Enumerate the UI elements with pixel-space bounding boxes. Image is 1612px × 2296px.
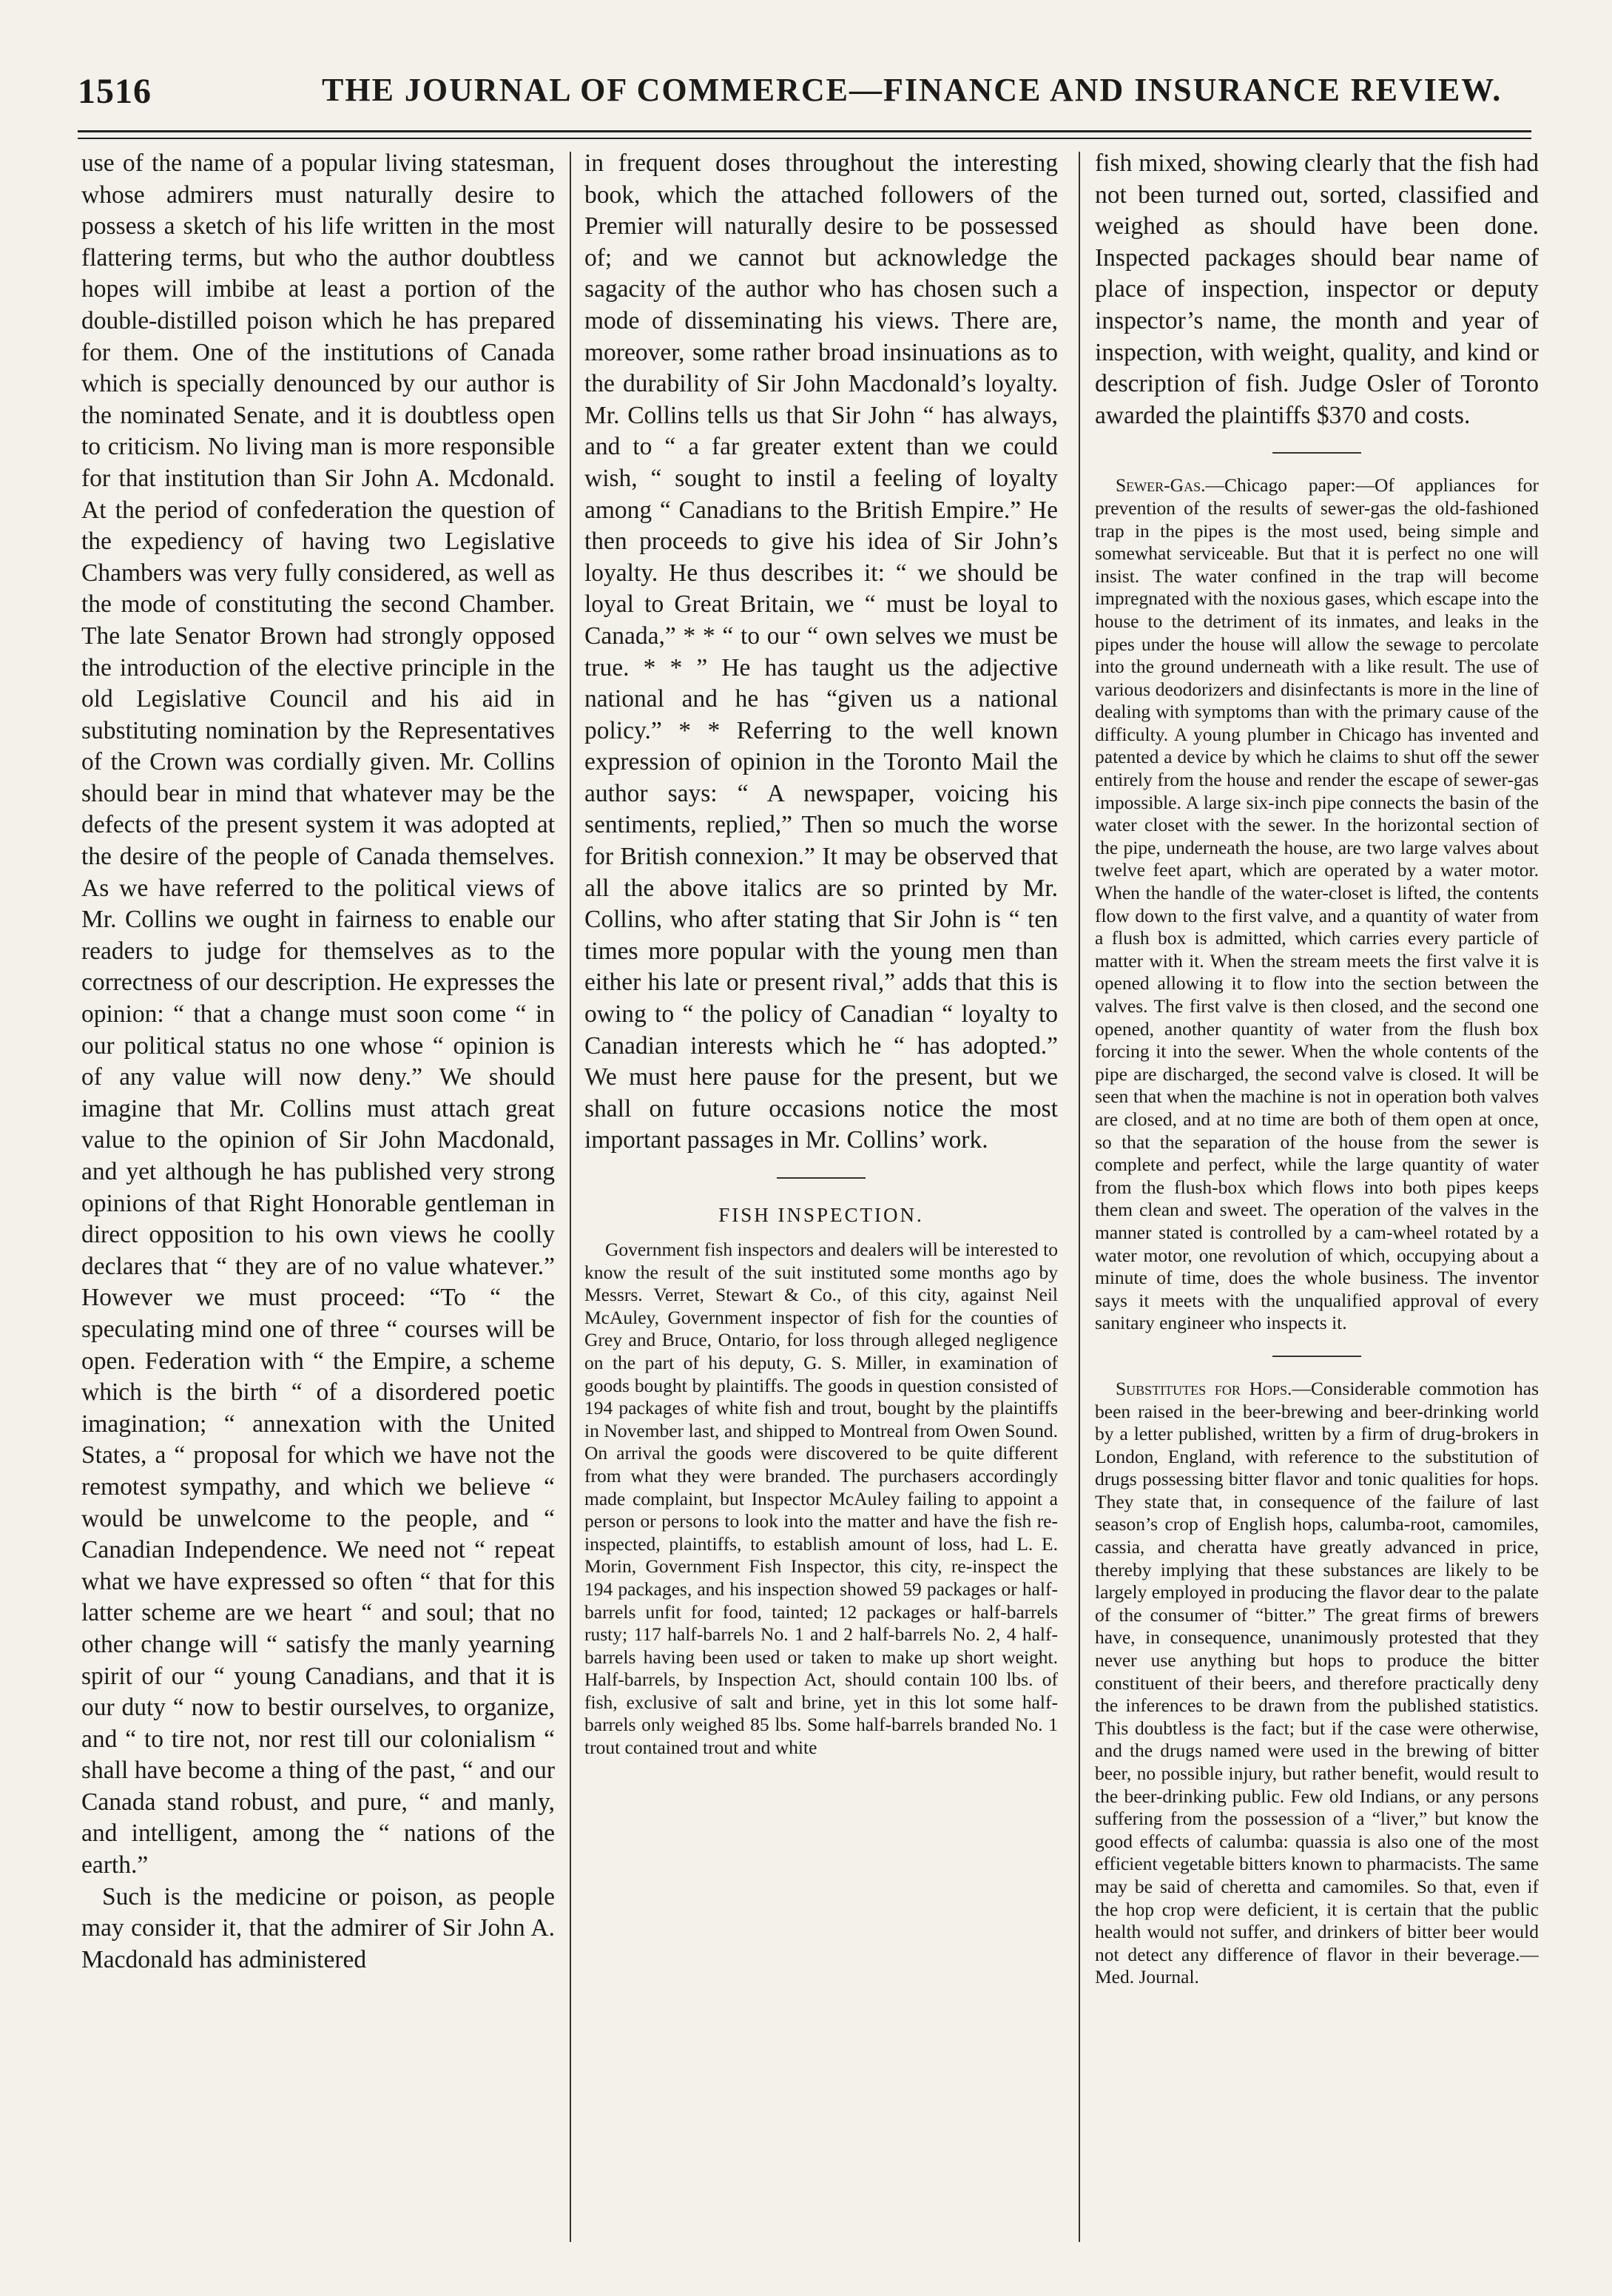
running-head: THE JOURNAL OF COMMERCE—FINANCE AND INSURANCE REVIEW. [322,72,1503,108]
column-left [81,148,555,2249]
column-divider [570,152,571,2242]
page-number: 1516 [78,72,152,111]
page-header [78,71,1531,130]
hops-text: —Considerable commotion has been raised in the beer-brewing and beer-drinking world by a letter published, written by a firm of drug-brokers in London, England, with reference to the substitution of drugs possessing bitter flavor and tonic qualities for hops. They state that, in consequence of the failure of last season’s crop of English hops, calumba-root, camomiles, cassia, and cheratta have greatly advanced in price, thereby implying that these substances are likely to be largely employed in producing the flavor dear to the palate of the consumer of “bitter.” The great firms of brewers have, in consequence, unanimously protested that they never use anything but hops to produce the bitter constituent of their beers, and therefore practically deny the inferences to be drawn from the published statistics. This doubtless is the fact; but if the case were otherwise, and the drugs named were used in the brewing of bitter beer, no possible injury, but rather benefit, would result to the beer-drinking public. Few old Indians, or any persons suffering from the possession of a “liver,” but know the good effects of calumba: quassia is also one of the most efficient vegetable bitters known to pharmacists. The same may be said of cheretta and camomiles. So that, even if the hop crop were deficient, it is certain that the public health would not suffer, and drinkers of bitter beer would not detect any difference of flavor in their beverage.—Med. Journal. [1095,1377,1539,1988]
section-divider [1272,452,1361,454]
hops-article [1095,1378,1539,1989]
article-paragraph: in frequent doses throughout the interesting book, which the attached followers of the Premier will naturally desire to be possessed of; and we cannot but acknowledge the sagacity of the author who has chosen such a mode of disseminating his views. There are, moreover, some rather broad insinuations as to the durability of Sir John Macdonald’s loyalty. Mr. Collins tells us that Sir John “ has always, and to “ a far greater extent than we could wish, “ sought to instil a feeling of loyalty among “ Canadians to the British Empire.” He then proceeds to give his idea of Sir John’s loyalty. He thus describes it: “ we should be loyal to Great Britain, we “ must be loyal to Canada,” * * “ to our “ own selves we must be true. * * ” He has taught us the adjective national and he has “given us a national policy.” * * Referring to the well known expression of opinion in the Toronto Mail the author says: “ A newspaper, voicing his sentiments, replied,” Then so much the worse for British connexion.” It may be observed that all the above italics are so printed by Mr. Collins, who after stating that Sir John is “ ten times more popular with the young men than either his late or present rival,” adds that this is owing to “ the policy of Canadian “ loyalty to Canadian interests which he “ has adopted.” We must here pause for the present, but we shall on future occasions notice the most important passages in Mr. Collins’ work. [584,149,1058,1154]
fish-inspection-continued: fish mixed, showing clearly that the fish had not been turned out, sorted, classified and weighed as should have been done. Inspected packages should bear name of place of inspection, inspector or deputy inspector’s name, the month and year of inspection, with weight, quality, and kind or description of fish. Judge Osler of Toronto awarded the plaintiffs $370 and costs. [1095,149,1539,429]
column-divider [1079,152,1080,2242]
sewer-gas-text: —Chicago paper:—Of appliances for prevention of the results of sewer-gas the old-fashioned trap in the pipes is the most used, being simple and somewhat serviceable. But that it is perfect no one will insist. The water confined in the trap will become impregnated with the noxious gases, which escape into the house to the detriment of its inmates, and leaks in the pipes under the house will allow the sewage to percolate into the ground underneath with a like result. The use of various deodorizers and disinfectants is more in the line of dealing with symptoms than with the primary cause of the difficulty. A young plumber in Chicago has invented and patented a device by which he claims to shut off the sewer entirely from the house and render the escape of sewer-gas impossible. A large six-inch pipe connects the basin of the water closet with the sewer. In the horizontal section of the pipe, underneath the house, are two large valves about twelve feet apart, which are operated by a water motor. When the handle of the water-closet is lifted, the contents flow down to the first valve, and a quantity of water from a flush box is admitted, which carries every particle of matter with it. When the stream meets the first valve it is opened allowing it to flow into the section between the valves. The first valve is then closed, and the second one opened, another quantity of water from the flush box forcing it into the sewer. When the whole contents of the pipe are discharged, the second valve is closed. It will be seen that when the machine is not in operation both valves are closed, and at no time are both of them open at once, so that the separation of the house from the sewer is complete and perfect, while the large quantity of water from the flush-box which flows into both pipes keeps them clean and sweet. The operation of the valves in the manner stated is controlled by a cam-wheel rotated by a water motor, one revolution of which, occupying about a minute of time, does the whole business. The inventor says it meets with the unqualified approval of every sanitary engineer who inspects it. [1095,474,1539,1334]
column-middle [584,148,1058,2249]
sewer-gas-heading: Sewer-Gas. [1116,474,1206,496]
article-paragraph: use of the name of a popular living statesman, whose admirers must naturally desire to possess a sketch of his life written in the most flattering terms, but who the author doubtless hopes will imbibe at least a portion of the double-distilled poison which he has prepared for them. One of the institutions of Canada which is specially denounced by our author is the nominated Senate, and it is doubtless open to criticism. No living man is more responsible for that institution than Sir John A. Mcdonald. At the period of confederation the question of the expediency of having two Legislative Chambers was very fully considered, as well as the mode of constituting the second Chamber. The late Senator Brown had strongly opposed the introduction of the elective principle in the old Legislative Council and his aid in substituting nomination by the Representatives of the Crown was cordially given. Mr. Collins should bear in mind that whatever may be the defects of the present system it was adopted at the desire of the people of Canada themselves. As we have referred to the political views of Mr. Collins we ought in fairness to enable our readers to judge for themselves as to the correctness of our description. He expresses the opinion: “ that a change must soon come “ in our political status no one whose “ opinion is of any value will now deny.” We should imagine that Mr. Collins must attach great value to the opinion of Sir John Macdonald, and yet although he has published very strong opinions of that Right Honorable gentleman in direct opposition to his own views he coolly declares that “ they are of no value whatever.” However we must proceed: “To “ the speculating mind one of three “ courses will be open. Federation with “ the Empire, a scheme which is the birth “ of a disordered poetic imagination; “ annexation with the United States, a “ proposal for which we have not the remotest sympathy, and which we believe “ would be unwelcome to the people, and “ Canadian Independence. We need not “ repeat what we have expressed so often “ that for this latter scheme are we heart “ and soul; that no other change will “ satisfy the manly yearning spirit of our “ young Canadians, and that it is our duty “ now to bestir ourselves, to organize, and “ to tire not, nor rest till our colonialism “ shall have become a thing of the past, “ and our Canada stand robust, and pure, “ and manly, and intelligent, among the “ nations of the earth.” [81,149,555,1879]
column-right [1095,148,1539,2249]
section-divider [777,1177,866,1179]
sewer-gas-article [1095,474,1539,1335]
article-paragraph: Such is the medicine or poison, as people may consider it, that the admirer of Sir John A. Macdonald has administered [81,1882,555,1973]
fish-inspection-text: Government fish inspectors and dealers will be interested to know the result of the suit instituted some months ago by Messrs. Verret, Stewart & Co., of this city, against Neil McAuley, Government inspector of fish for the counties of Grey and Bruce, Ontario, for loss through alleged negligence on the part of his deputy, G. S. Miller, in examination of goods bought by plaintiffs. The goods in question consisted of 194 packages of white fish and trout, bought by the plaintiffs in November last, and shipped to Montreal from Owen Sound. On arrival the goods were discovered to be quite different from what they were branded. The purchasers accordingly made complaint, but Inspector McAuley failing to appoint a person or persons to look into the matter and have the fish re-inspected, plaintiffs, to establish amount of loss, had L. E. Morin, Government Fish Inspector, this city, re-inspect the 194 packages, and his inspection showed 59 packages or half-barrels unfit for food, tainted; 12 packages or half-barrels rusty; 117 half-barrels No. 1 and 2 half-barrels No. 2, 4 half-barrels having been used or taken to make up short weight. Half-barrels, by Inspection Act, should contain 100 lbs. of fish, exclusive of salt and brine, yet in this lot some half-barrels only weighed 85 lbs. Some half-barrels branded No. 1 trout contained trout and white [584,1239,1058,1759]
hops-heading: Substitutes for Hops. [1116,1377,1292,1399]
section-divider [1272,1356,1361,1357]
header-rule-secondary [78,138,1531,139]
fish-inspection-title: FISH INSPECTION. [718,1204,924,1226]
header-rule [78,130,1531,132]
